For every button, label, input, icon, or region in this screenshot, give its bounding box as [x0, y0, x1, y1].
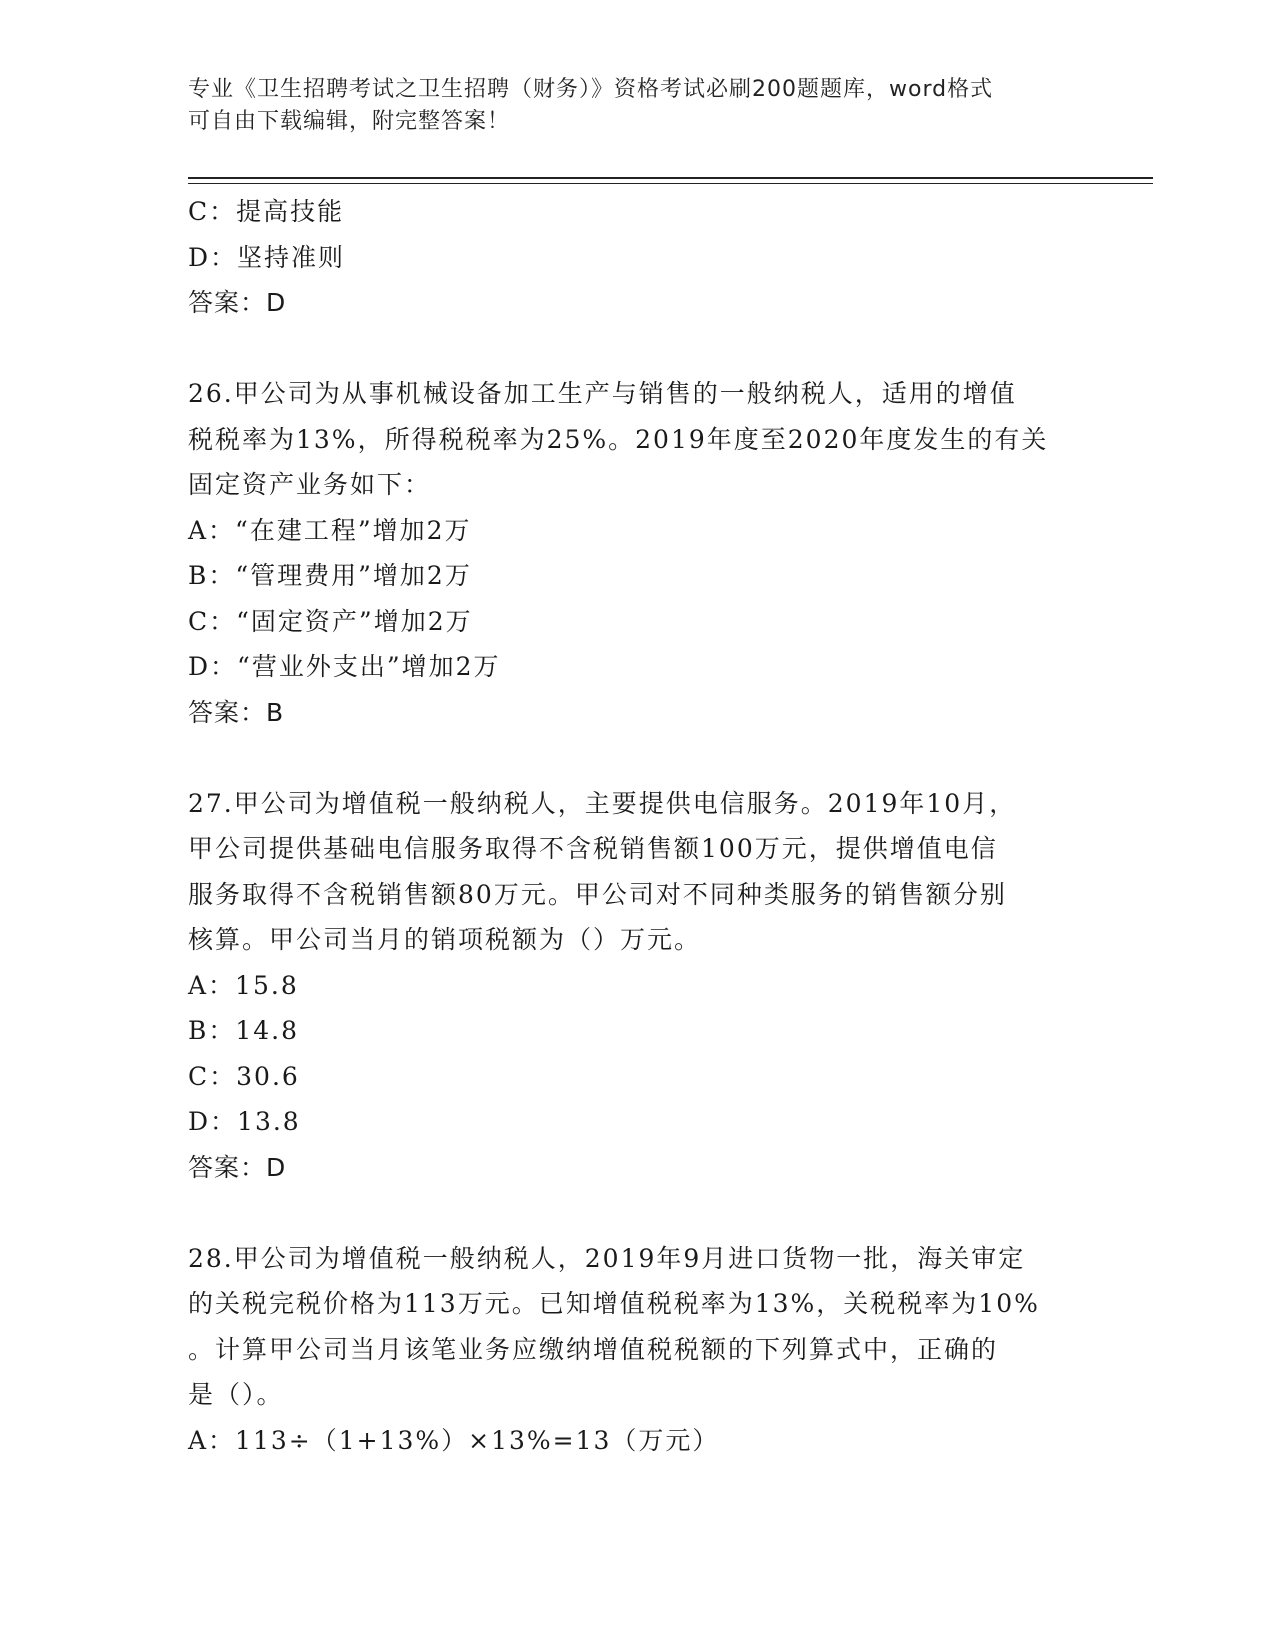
question-stem-line: 27.甲公司为增值税一般纳税人，主要提供电信服务。2019年10月，: [188, 788, 1017, 818]
question-stem-line: 26.甲公司为从事机械设备加工生产与销售的一般纳税人，适用的增值: [188, 379, 1017, 408]
question-stem-line: 甲公司提供基础电信服务取得不含税销售额100万元，提供增值电信: [188, 834, 998, 863]
answer-line: 答案：D: [188, 1152, 287, 1182]
question-stem-line: 核算。甲公司当月的销项税额为（）万元。: [188, 925, 702, 954]
option-b: B：14.8: [188, 1016, 300, 1045]
option-a: A：“在建工程”增加2万: [188, 515, 472, 545]
question-stem-line: 。计算甲公司当月该笔业务应缴纳增值税税额的下列算式中，正确的: [188, 1334, 999, 1364]
question-26: [188, 371, 1088, 735]
option-d: D：13.8: [188, 1107, 301, 1136]
question-stem-line: 28.甲公司为增值税一般纳税人，2019年9月进口货物一批，海关审定: [188, 1243, 1026, 1273]
answer-line: 答案：B: [188, 697, 285, 727]
question-27: [188, 781, 1088, 1191]
option-a: A：15.8: [188, 970, 299, 1000]
option-b: B：“管理费用”增加2万: [188, 561, 472, 590]
option-d: D：“营业外支出”增加2万: [188, 652, 501, 681]
question-content: [188, 189, 1088, 1463]
header-line-2: 可自由下载编辑，附完整答案！: [188, 109, 511, 134]
option-a: A：113÷（1+13%）×13%=13（万元）: [188, 1425, 720, 1455]
header-divider-thin: [188, 183, 1153, 184]
page-header: [188, 74, 1068, 138]
question-stem-line: 税税率为13%，所得税税率为25%。2019年度至2020年度发生的有关: [188, 424, 1049, 454]
header-divider-thick: [188, 177, 1153, 179]
option-d: D：坚持准则: [188, 242, 346, 272]
question-stem-line: 是（）。: [188, 1380, 284, 1409]
spacer: [188, 1190, 1088, 1236]
option-c: C：提高技能: [188, 197, 345, 226]
header-line-1: 专业《卫生招聘考试之卫生招聘（财务）》资格考试必刷200题题库，word格式: [188, 77, 994, 102]
option-c: C：“固定资产”增加2万: [188, 606, 473, 636]
question-28: [188, 1236, 1088, 1464]
option-c: C：30.6: [188, 1061, 300, 1091]
question-stem-line: 固定资产业务如下：: [188, 470, 432, 499]
spacer: [188, 326, 1088, 372]
question-25: [188, 189, 1088, 326]
answer-line: 答案：D: [188, 288, 287, 317]
spacer: [188, 735, 1088, 781]
question-stem-line: 服务取得不含税销售额80万元。甲公司对不同种类服务的销售额分别: [188, 879, 1007, 909]
question-stem-line: 的关税完税价格为113万元。已知增值税税率为13%，关税税率为10%: [188, 1289, 1040, 1318]
